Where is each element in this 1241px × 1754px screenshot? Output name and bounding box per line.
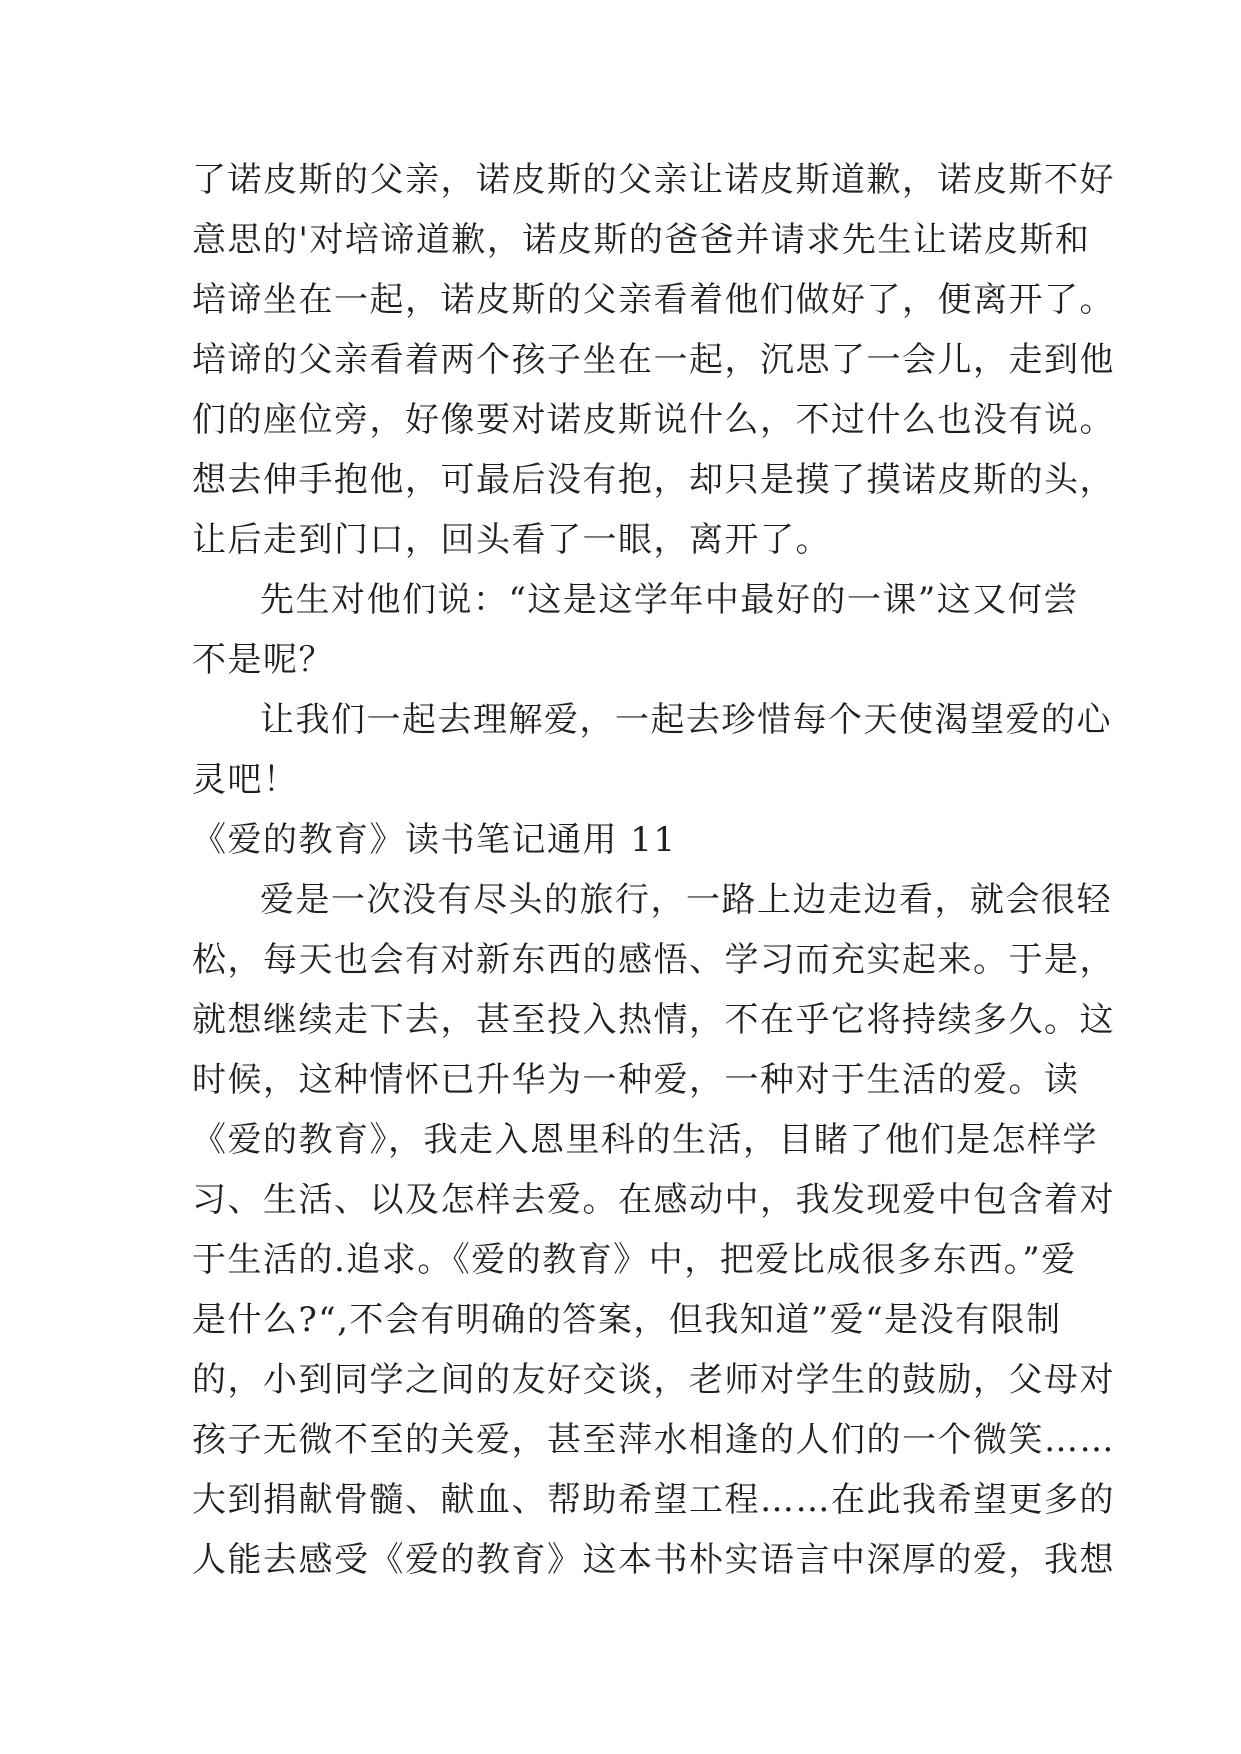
text-line: 意思的'对培谛道歉，诺皮斯的爸爸并请求先生让诺皮斯和 (192, 220, 1091, 260)
text-line: 了诺皮斯的父亲，诺皮斯的父亲让诺皮斯道歉，诺皮斯不好 (192, 160, 1115, 200)
text-line: 大到捐献骨髓、献血、帮助希望工程……在此我希望更多的 (192, 1480, 1115, 1520)
text-line: 习、生活、以及怎样去爱。在感动中，我发现爱中包含着对 (192, 1180, 1115, 1220)
paragraph-first-line: 让我们一起去理解爱，一起去珍惜每个天使渴望爱的心 (260, 700, 1112, 740)
paragraph-first-line: 先生对他们说：“这是这学年中最好的一课”这又何尝 (260, 580, 1079, 620)
text-line: 培谛的父亲看着两个孩子坐在一起，沉思了一会儿，走到他 (192, 340, 1115, 380)
text-line: 想去伸手抱他，可最后没有抱，却只是摸了摸诺皮斯的头， (192, 460, 1115, 500)
paragraph-first-line: 爱是一次没有尽头的旅行，一路上边走边看，就会很轻 (260, 880, 1112, 920)
text-line: 《爱的教育》，我走入恩里科的生活，目睹了他们是怎样学 (192, 1120, 1098, 1160)
section-heading: 《爱的教育》读书笔记通用 11 (192, 820, 677, 860)
text-line: 让后走到门口，回头看了一眼，离开了。 (192, 520, 831, 560)
text-line: 人能去感受《爱的教育》这本书朴实语言中深厚的爱，我想 (192, 1540, 1115, 1580)
text-line: 培谛坐在一起，诺皮斯的父亲看着他们做好了，便离开了。 (192, 280, 1115, 320)
text-line: 们的座位旁，好像要对诺皮斯说什么，不过什么也没有说。 (192, 400, 1115, 440)
text-line: 于生活的.追求。《爱的教育》中，把爱比成很多东西。”爱 (192, 1240, 1077, 1280)
text-line: 松，每天也会有对新东西的感悟、学习而充实起来。于是， (192, 940, 1115, 980)
text-line: 时候，这种情怀已升华为一种爱，一种对于生活的爱。读 (192, 1060, 1080, 1100)
text-line: 就想继续走下去，甚至投入热情，不在乎它将持续多久。这 (192, 1000, 1115, 1040)
text-line: 的，小到同学之间的友好交谈，老师对学生的鼓励，父母对 (192, 1360, 1115, 1400)
text-line: 孩子无微不至的关爱，甚至萍水相逢的人们的一个微笑…… (192, 1420, 1115, 1460)
text-line: 是什么?“,不会有明确的答案，但我知道”爱“是没有限制 (192, 1300, 1062, 1340)
document-page (192, 150, 1115, 1590)
text-line: 灵吧！ (192, 760, 299, 800)
text-line: 不是呢？ (192, 640, 334, 680)
